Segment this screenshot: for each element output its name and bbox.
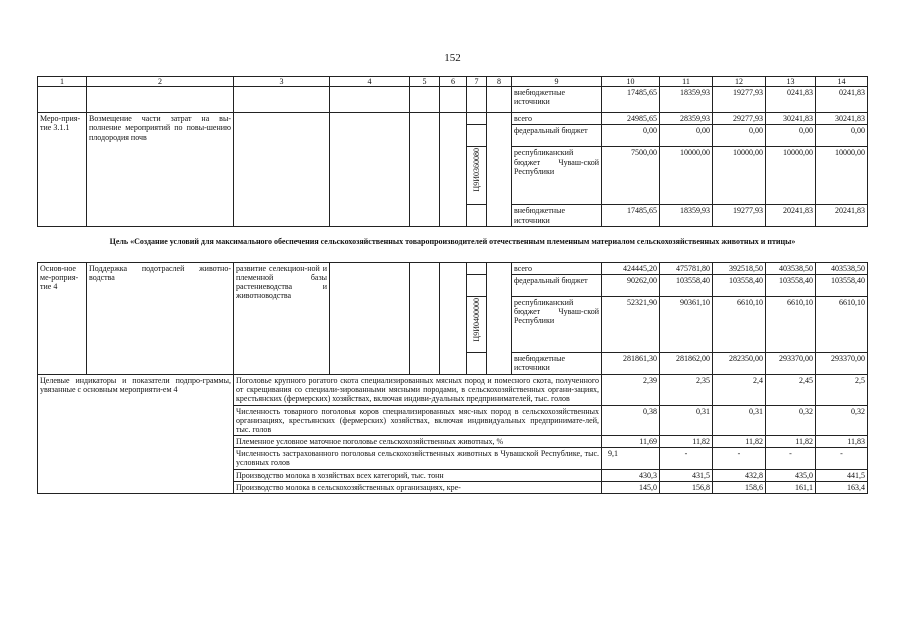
measure-row — [38, 113, 868, 125]
value-cell: 403538,50 — [766, 262, 816, 274]
value-cell: 18359,93 — [660, 205, 713, 227]
value-cell: 2,45 — [766, 374, 816, 405]
budget-table — [37, 76, 868, 494]
col-number: 3 — [234, 77, 330, 87]
value-cell: 103558,40 — [660, 274, 713, 296]
value-cell: 431,5 — [660, 469, 713, 481]
col-number: 8 — [487, 77, 512, 87]
col-number: 9 — [512, 77, 602, 87]
col-number: 14 — [816, 77, 868, 87]
col-number: 4 — [330, 77, 410, 87]
column-number-row — [38, 77, 868, 87]
value-cell: 28359,93 — [660, 113, 713, 125]
funding-source: республиканский бюджет Чуваш-ской Республики — [512, 147, 602, 205]
value-cell: 103558,40 — [713, 274, 766, 296]
value-cell: - — [816, 448, 868, 469]
value-cell: 163,4 — [816, 481, 868, 493]
value-cell: 10000,00 — [766, 147, 816, 205]
funding-source: всего — [512, 113, 602, 125]
funding-source: федеральный бюджет — [512, 274, 602, 296]
budget-code: Ц9И0400000 — [471, 297, 481, 342]
measure-name: Возмещение части затрат на вы-полнение мероприятий по повы-шению плодородия почв — [87, 113, 234, 227]
value-cell: 281861,30 — [602, 352, 660, 374]
value-cell: 145,0 — [602, 481, 660, 493]
value-cell: 11,83 — [816, 436, 868, 448]
budget-code: Ц9И0360080 — [471, 148, 481, 192]
value-cell: 161,1 — [766, 481, 816, 493]
value-cell: 30241,83 — [766, 113, 816, 125]
funding-source: внебюджетные источники — [512, 352, 602, 374]
value-cell: 0,38 — [602, 405, 660, 436]
col-number: 10 — [602, 77, 660, 87]
value-cell: 0241,83 — [766, 87, 816, 113]
value-cell: 475781,80 — [660, 262, 713, 274]
funding-source: федеральный бюджет — [512, 125, 602, 147]
value-cell: 0,00 — [766, 125, 816, 147]
value-cell: 90361,10 — [660, 296, 713, 352]
value-cell: 90262,00 — [602, 274, 660, 296]
indicator-text: Поголовье крупного рогатого скота специализированных мясных пород и помесного скота, полученного от скрещивания со специали-зированными мясными породами, в сельскохозяйственных органи-зациях, крестьянских (фермерских) хозяйствах, включая индиви-дуальных предпринимателей, тыс. голов — [234, 374, 602, 405]
value-cell: 6610,10 — [766, 296, 816, 352]
value-cell: - — [660, 448, 713, 469]
value-cell: 103558,40 — [816, 274, 868, 296]
col-number: 2 — [87, 77, 234, 87]
value-cell: 0,32 — [766, 405, 816, 436]
value-cell: - — [766, 448, 816, 469]
value-cell: 10000,00 — [660, 147, 713, 205]
value-cell: 7500,00 — [602, 147, 660, 205]
value-cell: 11,82 — [766, 436, 816, 448]
value-cell: 158,6 — [713, 481, 766, 493]
value-cell: 29277,93 — [713, 113, 766, 125]
value-cell: 0241,83 — [816, 87, 868, 113]
value-cell: 392518,50 — [713, 262, 766, 274]
value-cell: 2,4 — [713, 374, 766, 405]
value-cell: 282350,00 — [713, 352, 766, 374]
value-cell: 293370,00 — [816, 352, 868, 374]
col-number: 13 — [766, 77, 816, 87]
indicator-text: Численность товарного поголовья коров специализированных мяс-ных пород в сельскохозяйственных организациях, крестьянских (фермерских) хозяйствах, включая индивидуальных предпринимате-лей, тыс. голов — [234, 405, 602, 436]
indicator-row — [38, 374, 868, 405]
measure-label: Меро-прия-тие 3.1.1 — [38, 113, 87, 227]
goal-row — [38, 227, 868, 262]
value-cell: 17485,65 — [602, 205, 660, 227]
funding-source: внебюджетные источники — [512, 87, 602, 113]
indicator-text: Племенное условное маточное поголовье сельскохозяйственных животных, % — [234, 436, 602, 448]
measure-label: Основ-ное ме-роприя-тие 4 — [38, 262, 87, 374]
value-cell: 52321,90 — [602, 296, 660, 352]
value-cell: 30241,83 — [816, 113, 868, 125]
value-cell: 103558,40 — [766, 274, 816, 296]
indicator-text: Численность застрахованного поголовья сельскохозяйственных животных в Чувашской Республике, тыс. условных голов — [234, 448, 602, 469]
measure-direction: развитие селекцион-ной и племенной базы растениеводства и животноводства — [234, 262, 330, 374]
value-cell: 19277,93 — [713, 205, 766, 227]
page-number: 152 — [444, 52, 461, 64]
value-cell: 281862,00 — [660, 352, 713, 374]
indicator-text: Производство молока в сельскохозяйственных организациях, кре- — [234, 481, 602, 493]
value-cell: 11,82 — [660, 436, 713, 448]
measure-name: Поддержка подотраслей животно-водства — [87, 262, 234, 374]
funding-source: внебюджетные источники — [512, 205, 602, 227]
value-cell: 424445,20 — [602, 262, 660, 274]
col-number: 5 — [410, 77, 440, 87]
value-cell: 18359,93 — [660, 87, 713, 113]
value-cell: 435,0 — [766, 469, 816, 481]
carryover-row — [38, 87, 868, 113]
col-number: 6 — [440, 77, 467, 87]
value-cell: 2,5 — [816, 374, 868, 405]
value-cell: 2,35 — [660, 374, 713, 405]
value-cell: 432,8 — [713, 469, 766, 481]
value-cell: 24985,65 — [602, 113, 660, 125]
value-cell: 293370,00 — [766, 352, 816, 374]
main-measure-row — [38, 262, 868, 274]
value-cell: 0,00 — [660, 125, 713, 147]
col-number: 11 — [660, 77, 713, 87]
value-cell: 0,31 — [713, 405, 766, 436]
value-cell: 0,00 — [713, 125, 766, 147]
value-cell: 441,5 — [816, 469, 868, 481]
value-cell: 11,82 — [713, 436, 766, 448]
col-number: 7 — [467, 77, 487, 87]
value-cell: 10000,00 — [713, 147, 766, 205]
value-cell: 19277,93 — [713, 87, 766, 113]
funding-source: республиканский бюджет Чуваш-ской Республики — [512, 296, 602, 352]
col-number: 12 — [713, 77, 766, 87]
value-cell: 20241,83 — [816, 205, 868, 227]
funding-source: всего — [512, 262, 602, 274]
col-number: 1 — [38, 77, 87, 87]
value-cell: 9,1 — [602, 448, 660, 469]
value-cell: 11,69 — [602, 436, 660, 448]
value-cell: 6610,10 — [816, 296, 868, 352]
goal-heading: Цель «Создание условий для максимального обеспечения сельскохозяйственных товаропроизводителей отечественным племенным материалом сельскохозяйственных животных и птицы» — [38, 227, 868, 262]
indicator-text: Производство молока в хозяйствах всех категорий, тыс. тонн — [234, 469, 602, 481]
value-cell: 6610,10 — [713, 296, 766, 352]
value-cell: 403538,50 — [816, 262, 868, 274]
value-cell: 156,8 — [660, 481, 713, 493]
value-cell: 0,31 — [660, 405, 713, 436]
indicators-label: Целевые индикаторы и показатели подпро-граммы, увязанные с основным мероприяти-ем 4 — [38, 374, 234, 493]
value-cell: - — [713, 448, 766, 469]
value-cell: 0,00 — [602, 125, 660, 147]
value-cell: 20241,83 — [766, 205, 816, 227]
value-cell: 430,3 — [602, 469, 660, 481]
value-cell: 17485,65 — [602, 87, 660, 113]
value-cell: 0,00 — [816, 125, 868, 147]
value-cell: 10000,00 — [816, 147, 868, 205]
value-cell: 2,39 — [602, 374, 660, 405]
value-cell: 0,32 — [816, 405, 868, 436]
